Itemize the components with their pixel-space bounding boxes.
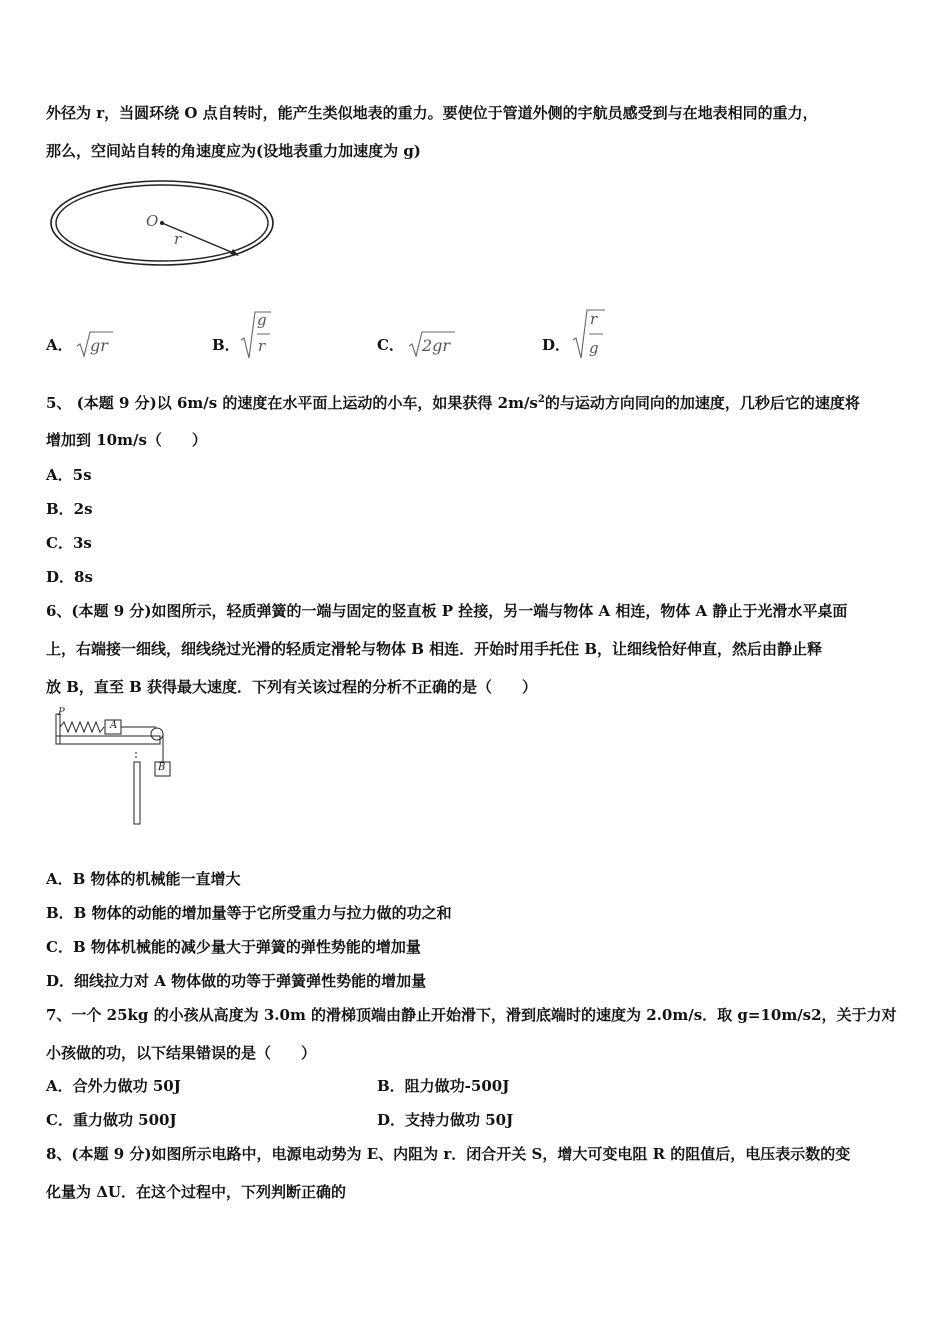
q8-text-line1: 8、(本题 9 分)如图所示电路中，电源电动势为 E、内阻为 r．闭合开关 S，增大可变电阻 R 的阻值后，电压表示数的变 bbox=[46, 1145, 851, 1163]
figure-label-p: P bbox=[58, 707, 65, 718]
q4-option-d-den: g bbox=[589, 339, 599, 357]
sqrt-sign-b bbox=[240, 310, 272, 360]
q8-text-line2: 化量为 ΔU．在这个过程中，下列判断正确的 bbox=[46, 1183, 346, 1201]
q5-text-line2: 增加到 10m/s（ ） bbox=[46, 431, 207, 449]
q4-option-b-den: r bbox=[258, 337, 266, 355]
q4-option-c-label: C． bbox=[377, 336, 404, 354]
q6-option-c: C．B 物体机械能的减少量大于弹簧的弹性势能的增加量 bbox=[46, 938, 421, 956]
q4-option-b-label: B． bbox=[212, 336, 240, 354]
q6-text-line2: 上，右端接一细线，细线绕过光滑的轻质定滑轮与物体 B 相连．开始时用手托住 B，让细线恰好伸直，然后由静止释 bbox=[46, 640, 823, 658]
q4-option-b-num: g bbox=[257, 311, 267, 329]
q7-option-c: C．重力做功 500J bbox=[46, 1111, 177, 1129]
ring-label-r: r bbox=[174, 230, 182, 248]
q7-option-d: D．支持力做功 50J bbox=[377, 1111, 514, 1129]
ring-figure bbox=[46, 176, 278, 270]
q5-text-part1: 5、 (本题 9 分)以 6m/s 的速度在水平面上运动的小车，如果获得 2m/s bbox=[46, 394, 538, 412]
q5-option-c: C．3s bbox=[46, 534, 92, 552]
q7-text-line2: 小孩做的功，以下结果错误的是（ ） bbox=[46, 1044, 317, 1062]
q4-option-c-expr: 2gr bbox=[422, 336, 451, 355]
q5-option-d: D．8s bbox=[46, 568, 93, 586]
q7-text-line1: 7、一个 25kg 的小孩从高度为 3.0m 的滑梯顶端由静止开始滑下，滑到底端时的速度为 2.0m/s．取 g=10m/s2，关于力对 bbox=[46, 1006, 897, 1024]
q4-text-line1: 外径为 r，当圆环绕 O 点自转时，能产生类似地表的重力。要使位于管道外侧的宇航员感受到与在地表相同的重力， bbox=[46, 104, 818, 122]
q4-text-line2: 那么，空间站自转的角速度应为(设地表重力加速度为 g) bbox=[46, 142, 421, 160]
q6-option-a: A．B 物体的机械能一直增大 bbox=[46, 870, 241, 888]
q4-option-a-expr: gr bbox=[90, 336, 108, 355]
q7-option-a: A．合外力做功 50J bbox=[46, 1077, 181, 1095]
q5-superscript: 2 bbox=[537, 394, 545, 405]
q4-option-a-label: A． bbox=[46, 336, 73, 354]
q4-option-d-label: D． bbox=[542, 336, 571, 354]
q6-option-d: D．细线拉力对 A 物体做的功等于弹簧弹性势能的增加量 bbox=[46, 972, 427, 990]
figure-label-b: B bbox=[158, 762, 166, 773]
ring-label-o: O bbox=[146, 212, 159, 230]
q6-text-line3: 放 B，直至 B 获得最大速度．下列有关该过程的分析不正确的是（ ） bbox=[46, 678, 538, 696]
q7-option-b: B．阻力做功-500J bbox=[377, 1077, 510, 1095]
q5-text-line1 bbox=[46, 392, 860, 413]
figure-label-a: A bbox=[110, 720, 118, 731]
q6-text-line1: 6、(本题 9 分)如图所示，轻质弹簧的一端与固定的竖直板 P 拴接，另一端与物体 A 相连，物体 A 静止于光滑水平桌面 bbox=[46, 602, 848, 620]
q4-option-d-num: r bbox=[590, 310, 598, 328]
q5-text-part2: 的与运动方向同向的加速度，几秒后它的速度将 bbox=[544, 394, 860, 412]
q5-option-a: A．5s bbox=[46, 466, 92, 484]
q6-option-b: B．B 物体的动能的增加量等于它所受重力与拉力做的功之和 bbox=[46, 904, 452, 922]
q5-option-b: B．2s bbox=[46, 500, 93, 518]
